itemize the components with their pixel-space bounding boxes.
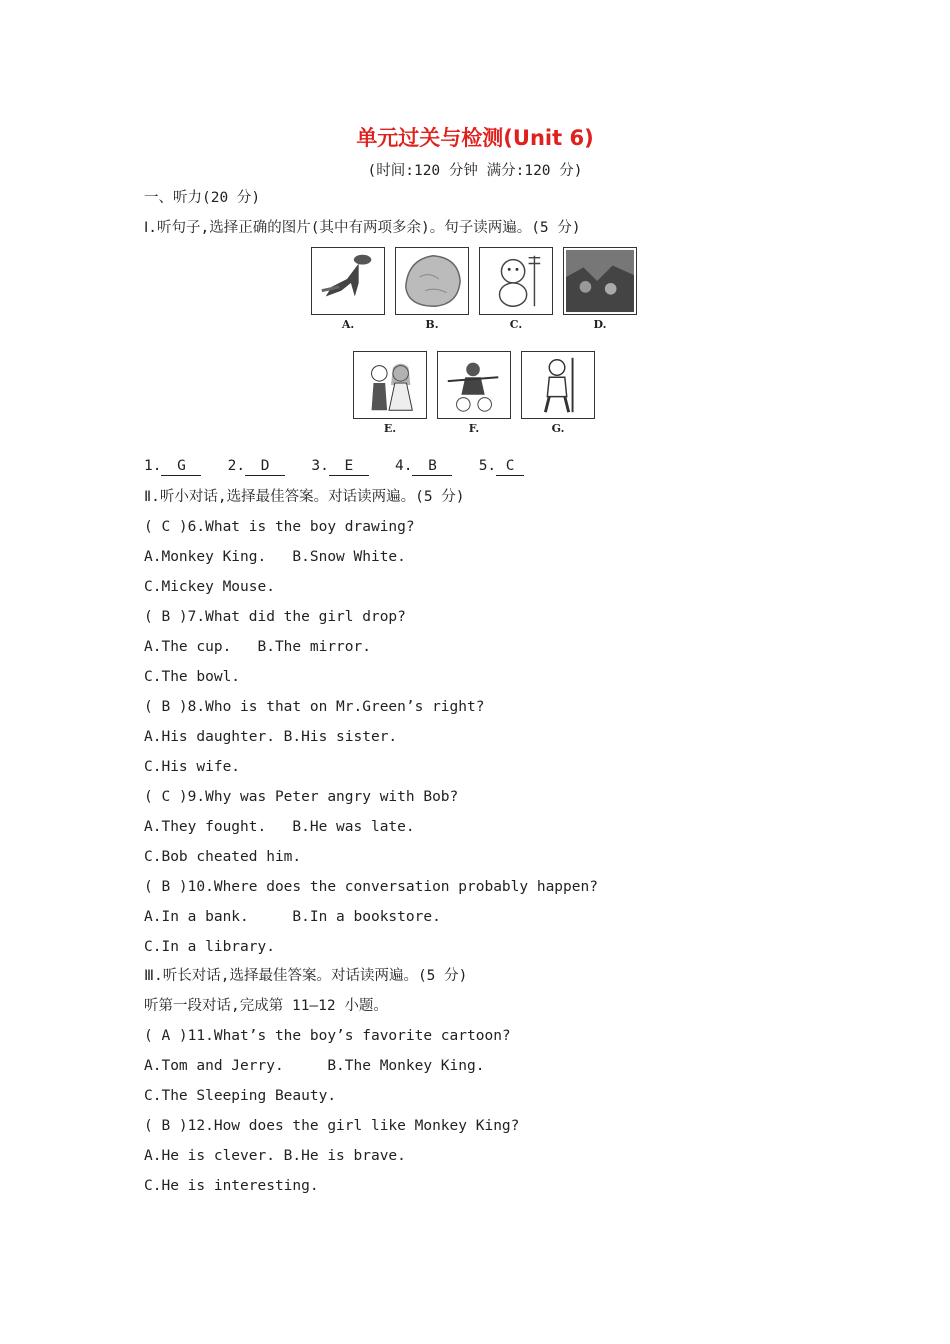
- option-line: A.He is clever. B.He is brave.: [144, 1148, 406, 1164]
- option-line: A.His daughter. B.His sister.: [144, 729, 398, 745]
- document-subtitle: (时间:120 分钟 满分:120 分): [367, 163, 583, 179]
- monkey-king-icon: [522, 352, 594, 418]
- picture-g: [521, 351, 595, 419]
- option-line: C.The bowl.: [144, 669, 241, 685]
- picture-label-a: A.: [341, 318, 355, 331]
- picture-e: [353, 351, 427, 419]
- question-line: ( C )9.Why was Peter angry with Bob?: [144, 789, 459, 805]
- picture-label-g: G.: [551, 422, 565, 435]
- option-line: A.They fought. B.He was late.: [144, 819, 415, 835]
- picture-c: [479, 247, 553, 315]
- picture-label-c: C.: [509, 318, 523, 331]
- option-line: C.In a library.: [144, 939, 275, 955]
- answer-row: [144, 458, 524, 476]
- battle-scene-icon: [564, 248, 636, 314]
- picture-label-b: B.: [425, 318, 439, 331]
- question-line: ( C )6.What is the boy drawing?: [144, 519, 415, 535]
- answer-blank: E: [329, 458, 369, 476]
- picture-label-d: D.: [593, 318, 607, 331]
- stone-icon: [396, 248, 468, 314]
- section-heading: 一、听力(20 分): [144, 190, 261, 206]
- answer-number: 3.: [311, 458, 329, 474]
- option-line: A.In a bank. B.In a bookstore.: [144, 909, 441, 925]
- cartoon-pig-icon: [480, 248, 552, 314]
- picture-b: [395, 247, 469, 315]
- option-line: A.Tom and Jerry. B.The Monkey King.: [144, 1058, 485, 1074]
- answer-number: 2.: [227, 458, 246, 474]
- answer-blank: B: [412, 458, 452, 476]
- option-line: C.He is interesting.: [144, 1178, 319, 1194]
- answer-blank: G: [161, 458, 201, 476]
- answer-number: 5.: [478, 458, 497, 474]
- option-line: C.Mickey Mouse.: [144, 579, 275, 595]
- picture-a: [311, 247, 385, 315]
- option-line: C.Bob cheated him.: [144, 849, 302, 865]
- answer-blank: C: [496, 458, 524, 476]
- flying-figure-icon: [312, 248, 384, 314]
- part1-instruction: Ⅰ.听句子,选择正确的图片(其中有两项多余)。句子读两遍。(5 分): [144, 220, 581, 236]
- picture-label-f: F.: [468, 422, 480, 435]
- answer-blank: D: [245, 458, 285, 476]
- answer-number: 1.: [144, 458, 162, 474]
- question-line: ( B )10.Where does the conversation probably happen?: [144, 879, 598, 895]
- couple-icon: [354, 352, 426, 418]
- question-line: ( A )11.What’s the boy’s favorite cartoon?: [144, 1028, 511, 1044]
- part2-instruction: Ⅱ.听小对话,选择最佳答案。对话读两遍。(5 分): [144, 489, 465, 505]
- picture-f: [437, 351, 511, 419]
- document-title: 单元过关与检测(Unit 6): [356, 126, 594, 150]
- option-line: A.The cup. B.The mirror.: [144, 639, 371, 655]
- picture-label-e: E.: [383, 422, 397, 435]
- part3-instruction: Ⅲ.听长对话,选择最佳答案。对话读两遍。(5 分): [144, 968, 468, 984]
- option-line: C.His wife.: [144, 759, 241, 775]
- warrior-icon: [438, 352, 510, 418]
- question-line: ( B )8.Who is that on Mr.Green’s right?: [144, 699, 485, 715]
- option-line: A.Monkey King. B.Snow White.: [144, 549, 406, 565]
- picture-d: [563, 247, 637, 315]
- question-line: ( B )12.How does the girl like Monkey King?: [144, 1118, 520, 1134]
- option-line: C.The Sleeping Beauty.: [144, 1088, 337, 1104]
- question-line: ( B )7.What did the girl drop?: [144, 609, 406, 625]
- answer-number: 4.: [395, 458, 413, 474]
- part3-sub-instruction: 听第一段对话,完成第 11—12 小题。: [144, 998, 388, 1014]
